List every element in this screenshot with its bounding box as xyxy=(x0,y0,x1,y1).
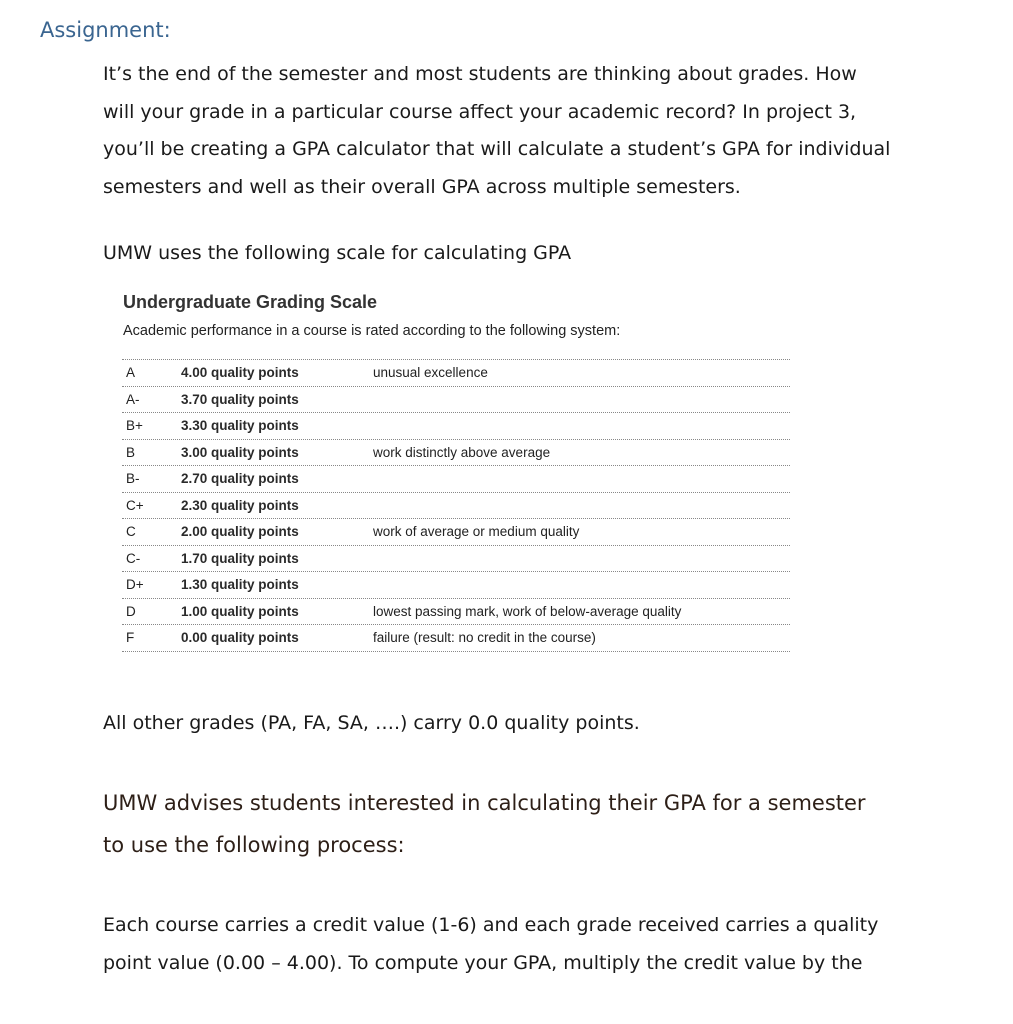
grade-row xyxy=(122,387,790,414)
grade-row xyxy=(122,572,790,599)
grade-row xyxy=(122,440,790,467)
grade-points: 1.30 quality points xyxy=(181,577,299,593)
grade-points: 3.00 quality points xyxy=(181,444,299,460)
grading-scale-figure xyxy=(122,292,790,652)
process-paragraph xyxy=(103,906,983,982)
grade-points: 4.00 quality points xyxy=(181,365,299,381)
grading-scale-subtitle: Academic performance in a course is rated according to the following system: xyxy=(123,323,621,339)
grade-row xyxy=(122,360,790,387)
process-line: Each course carries a credit value (1-6) and each grade received carries a quality xyxy=(103,914,879,936)
grade-letter: D+ xyxy=(126,577,144,593)
grade-row xyxy=(122,466,790,493)
grade-row xyxy=(122,546,790,573)
grade-row xyxy=(122,519,790,546)
grade-points: 2.30 quality points xyxy=(181,497,299,513)
grade-points: 2.70 quality points xyxy=(181,471,299,487)
grade-description: lowest passing mark, work of below-average quality xyxy=(373,603,682,619)
grade-description: work distinctly above average xyxy=(373,444,551,460)
grade-points: 3.30 quality points xyxy=(181,418,299,434)
grade-points: 1.70 quality points xyxy=(181,550,299,566)
grade-description: unusual excellence xyxy=(373,365,488,381)
grade-points: 1.00 quality points xyxy=(181,603,299,619)
grade-row xyxy=(122,625,790,652)
grade-letter: A xyxy=(126,365,136,381)
grade-letter: B- xyxy=(126,471,140,487)
intro-line: semesters and well as their overall GPA across multiple semesters. xyxy=(103,175,741,198)
grading-scale-title: Undergraduate Grading Scale xyxy=(123,292,378,312)
grade-letter: C xyxy=(126,524,136,540)
process-line: point value (0.00 – 4.00). To compute your GPA, multiply the credit value by the xyxy=(103,952,863,974)
intro-line: It’s the end of the semester and most students are thinking about grades. How xyxy=(103,63,857,85)
grade-letter: C+ xyxy=(126,497,144,513)
advise-line: UMW advises students interested in calculating their GPA for a semester xyxy=(103,791,866,815)
grade-row xyxy=(122,599,790,626)
grade-letter: F xyxy=(126,630,135,646)
intro-line: will your grade in a particular course affect your academic record? In project 3, xyxy=(103,100,857,123)
intro-line: you’ll be creating a GPA calculator that will calculate a student’s GPA for individual xyxy=(103,138,891,160)
advise-paragraph xyxy=(103,782,983,866)
assignment-heading: Assignment: xyxy=(40,18,171,42)
grade-points: 2.00 quality points xyxy=(181,524,299,540)
grade-points: 0.00 quality points xyxy=(181,630,299,646)
grade-letter: D xyxy=(126,603,136,619)
grade-row xyxy=(122,493,790,520)
grade-row xyxy=(122,413,790,440)
grade-letter: A- xyxy=(126,391,140,407)
grade-description: work of average or medium quality xyxy=(373,524,580,540)
grade-letter: B xyxy=(126,444,136,460)
grading-scale-table xyxy=(122,359,790,652)
grade-points: 3.70 quality points xyxy=(181,391,299,407)
grade-letter: C- xyxy=(126,550,141,566)
advise-line: to use the following process: xyxy=(103,833,405,857)
other-grades-note: All other grades (PA, FA, SA, ….) carry 0.0 quality points. xyxy=(103,712,640,734)
intro-paragraph xyxy=(103,56,973,206)
scale-intro-text: UMW uses the following scale for calculating GPA xyxy=(103,242,572,264)
grade-description: failure (result: no credit in the course) xyxy=(373,630,596,646)
grade-letter: B+ xyxy=(126,418,143,434)
